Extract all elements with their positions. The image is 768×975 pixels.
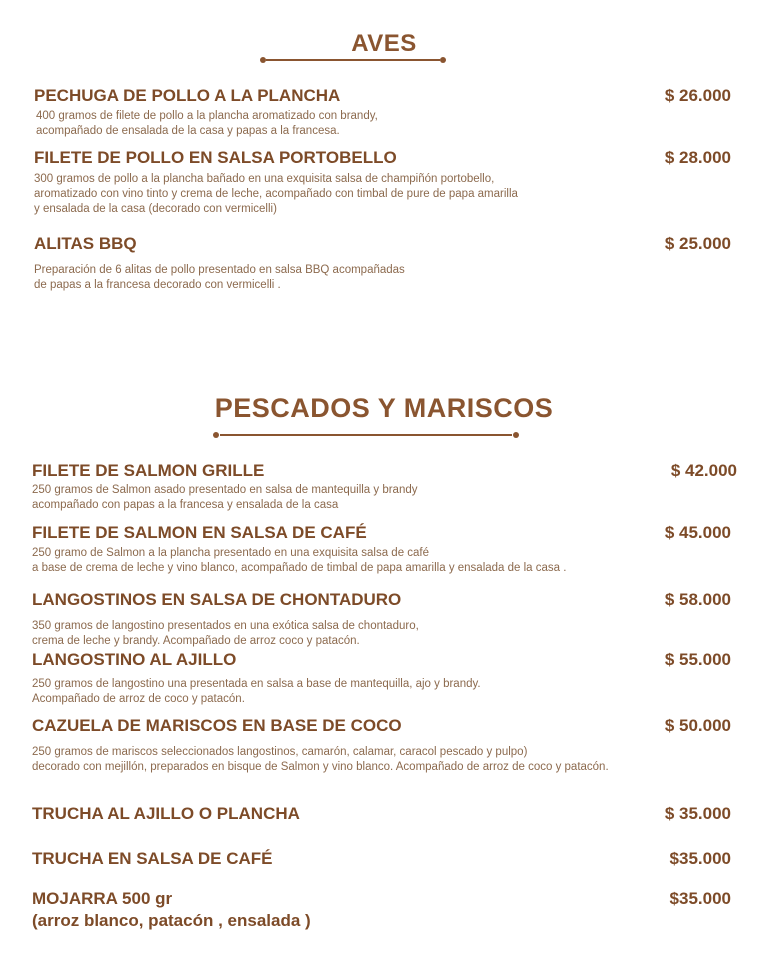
item-name: TRUCHA AL AJILLO O PLANCHA — [32, 804, 300, 823]
item-desc: decorado con mejillón, preparados en bisque de Salmon y vino blanco. Acompañado de arroz de coco y patacón. — [32, 761, 609, 773]
ornament-divider — [258, 53, 448, 67]
item-name: ALITAS BBQ — [34, 234, 137, 253]
item-name: TRUCHA EN SALSA DE CAFÉ — [32, 849, 273, 868]
item-note: (arroz blanco, patacón , ensalada ) — [32, 911, 311, 930]
section-title-pescados: PESCADOS Y MARISCOS — [214, 393, 554, 423]
item-name: FILETE DE SALMON EN SALSA DE CAFÉ — [32, 523, 367, 542]
item-desc: 350 gramos de langostino presentados en una exótica salsa de chontaduro, — [32, 620, 419, 632]
item-desc: Acompañado de arroz de coco y patacón. — [32, 693, 245, 705]
item-desc: a base de crema de leche y vino blanco, acompañado de timbal de papa amarilla y ensalada de la casa . — [32, 562, 567, 574]
item-price: $ 35.000 — [664, 804, 731, 823]
item-desc: Preparación de 6 alitas de pollo presentado en salsa BBQ acompañadas — [34, 264, 405, 276]
item-name: LANGOSTINOS EN SALSA DE CHONTADURO — [32, 590, 402, 609]
item-name: PECHUGA DE POLLO A LA PLANCHA — [34, 86, 341, 105]
item-desc: y ensalada de la casa (decorado con vermicelli) — [34, 203, 277, 215]
item-price: $ 55.000 — [664, 650, 731, 669]
item-name: LANGOSTINO AL AJILLO — [32, 650, 237, 669]
item-price: $ 42.000 — [670, 461, 737, 480]
item-desc: acompañado con papas a la francesa y ensalada de la casa — [32, 499, 339, 511]
item-desc: 250 gramos de langostino una presentada en salsa a base de mantequilla, ajo y brandy. — [32, 678, 481, 690]
item-name: FILETE DE POLLO EN SALSA PORTOBELLO — [34, 148, 397, 167]
item-desc: 400 gramos de filete de pollo a la plancha aromatizado con brandy, — [36, 110, 378, 122]
item-price: $ 26.000 — [664, 86, 731, 105]
item-price: $ 58.000 — [664, 590, 731, 609]
item-name: MOJARRA 500 gr — [32, 889, 173, 908]
item-price: $ 50.000 — [664, 716, 731, 735]
section-title-aves: AVES — [351, 30, 417, 57]
ornament-divider — [210, 428, 522, 442]
item-name: CAZUELA DE MARISCOS EN BASE DE COCO — [32, 716, 402, 735]
item-price: $ 28.000 — [664, 148, 731, 167]
item-price: $35.000 — [669, 849, 731, 868]
item-desc: 250 gramos de mariscos seleccionados langostinos, camarón, calamar, caracol pescado y pulpo) — [32, 746, 528, 758]
item-price: $ 45.000 — [664, 523, 731, 542]
item-desc: de papas a la francesa decorado con vermicelli . — [34, 279, 281, 291]
item-name: FILETE DE SALMON GRILLE — [32, 461, 265, 480]
item-price: $ 25.000 — [664, 234, 731, 253]
item-desc: acompañado de ensalada de la casa y papas a la francesa. — [36, 125, 340, 137]
item-desc: crema de leche y brandy. Acompañado de arroz coco y patacón. — [32, 635, 360, 647]
item-desc: 300 gramos de pollo a la plancha bañado en una exquisita salsa de champiñón portobello, — [34, 173, 495, 185]
item-desc: aromatizado con vino tinto y crema de leche, acompañado con timbal de pure de papa amarilla — [34, 188, 518, 200]
item-price: $35.000 — [669, 889, 731, 908]
item-desc: 250 gramo de Salmon a la plancha presentado en una exquisita salsa de café — [32, 547, 430, 559]
item-desc: 250 gramos de Salmon asado presentado en salsa de mantequilla y brandy — [32, 484, 418, 496]
